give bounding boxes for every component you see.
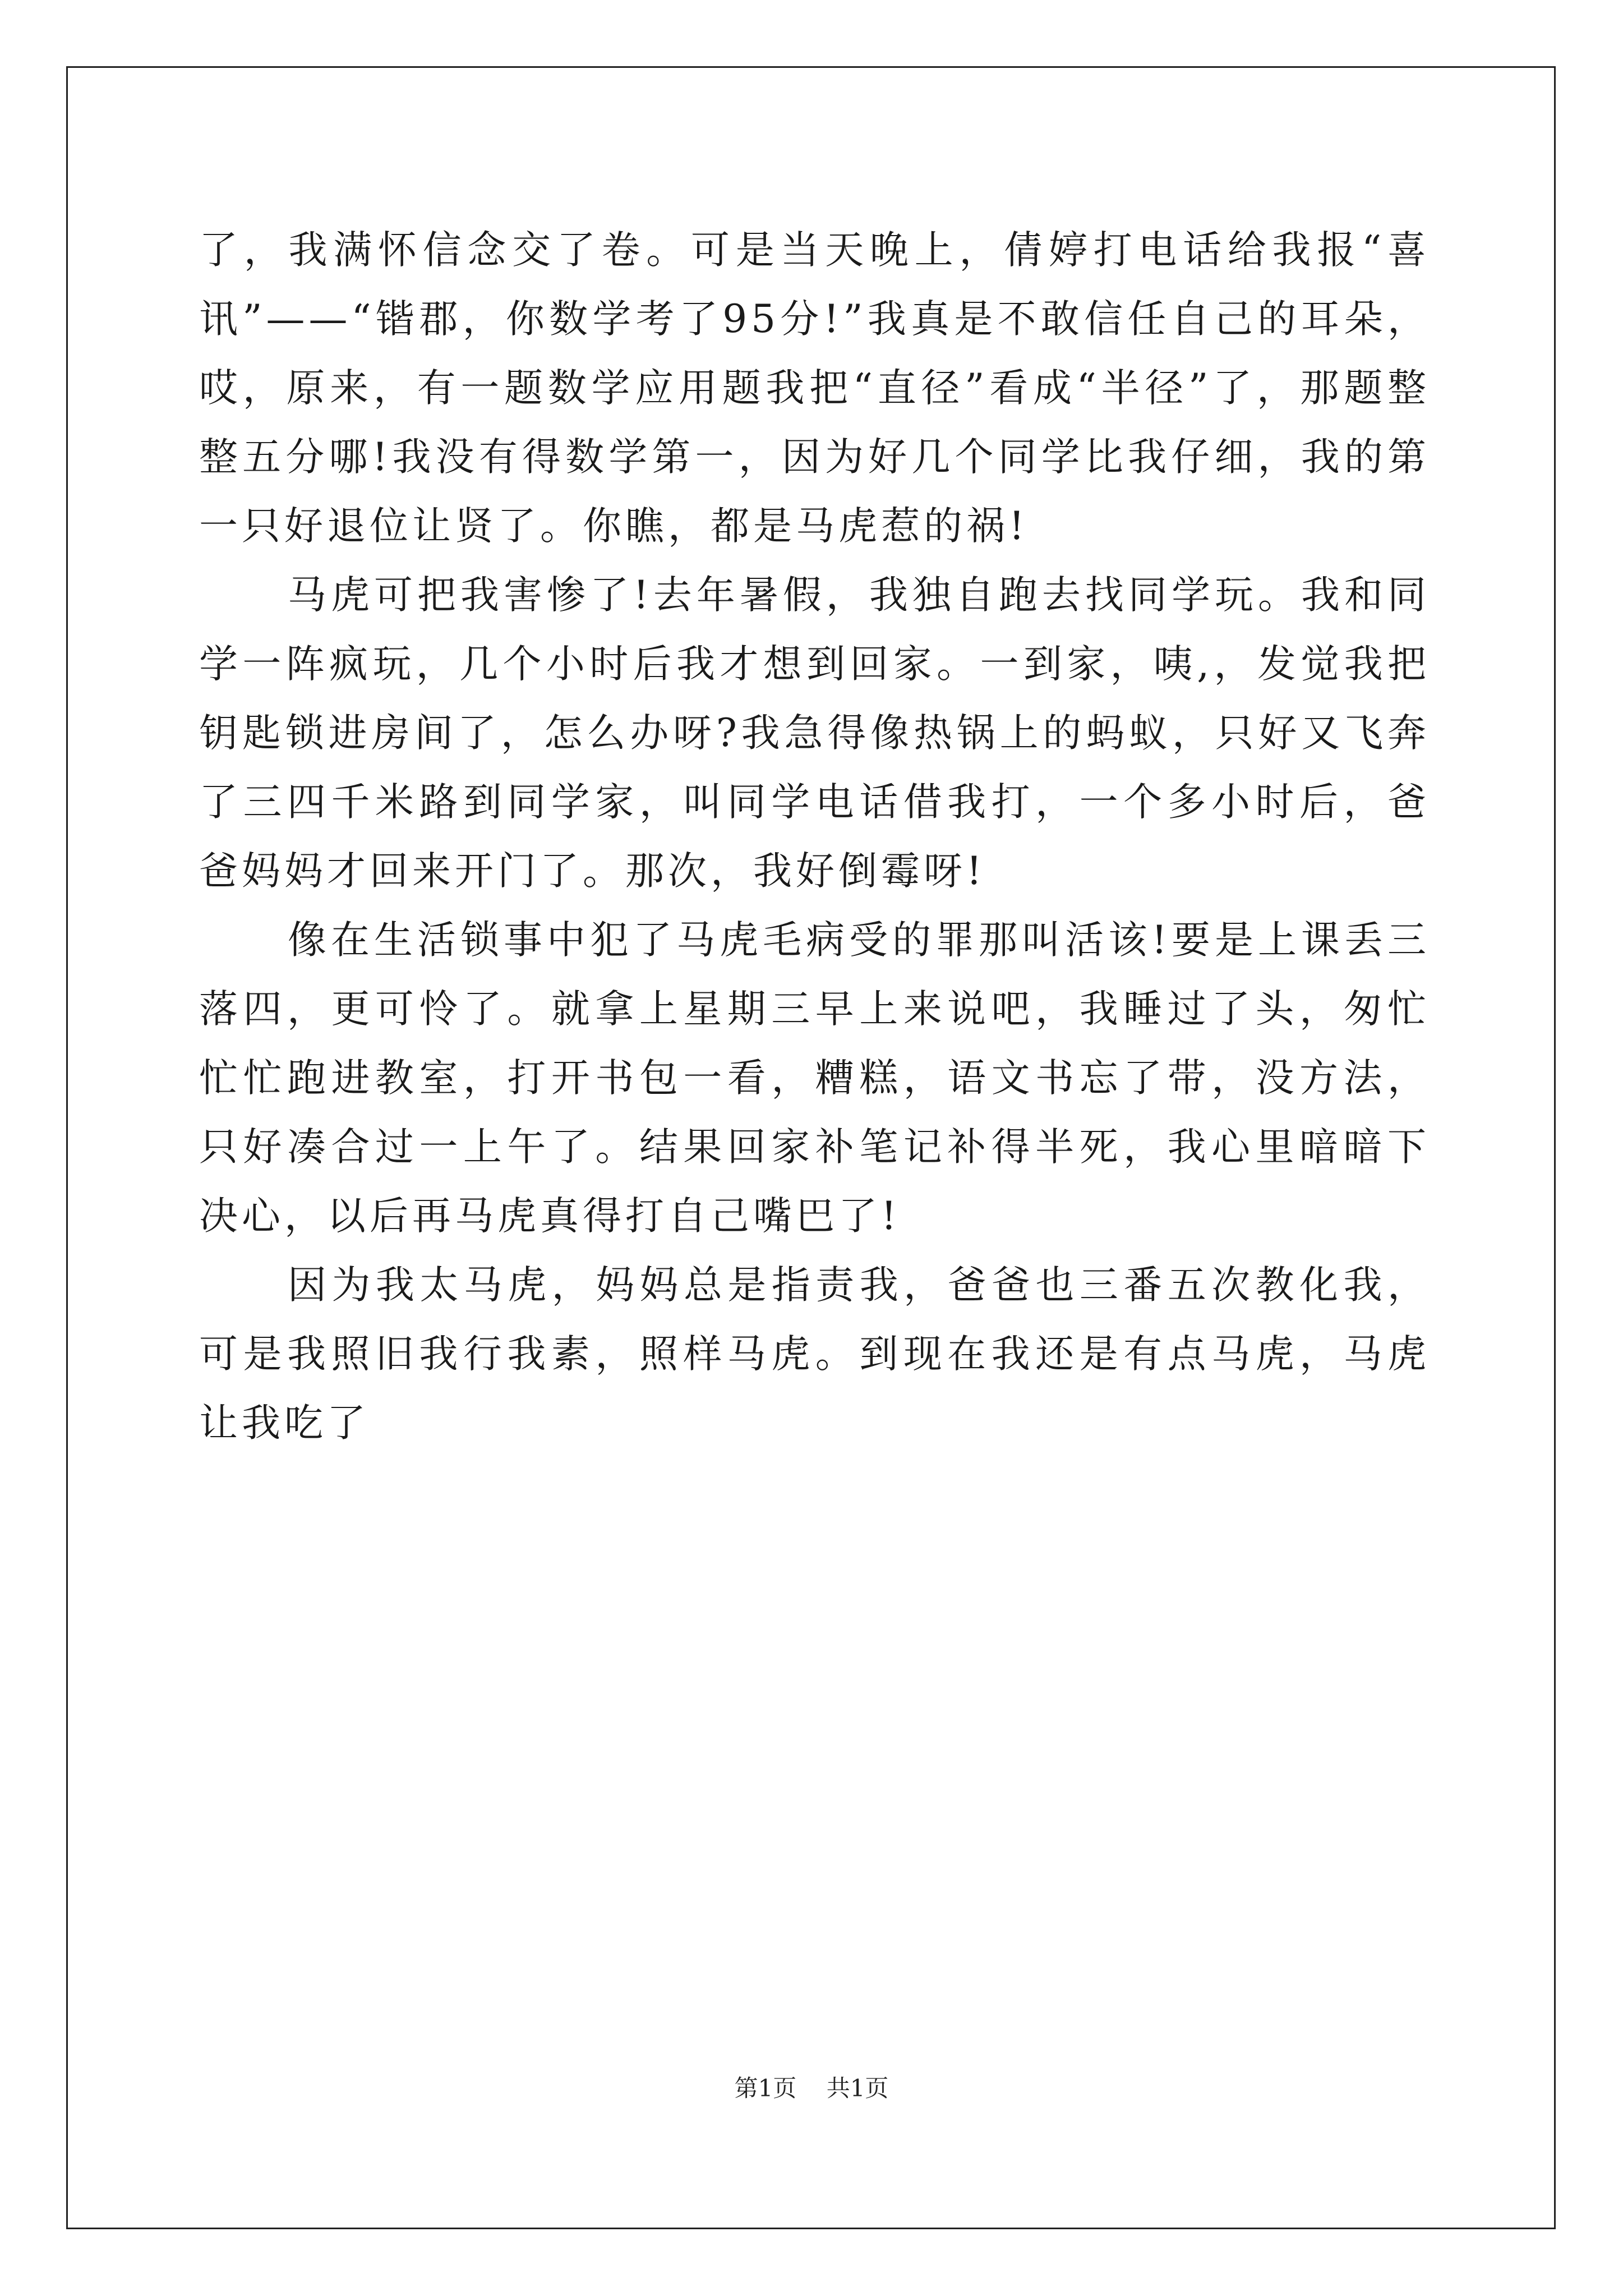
page-number: 第1页 [734, 2074, 797, 2102]
paragraph-4: 因为我太马虎，妈妈总是指责我，爸爸也三番五次教化我，可是我照旧我行我素，照样马虎。到现在我还是有点马虎，马虎让我吃了 [199, 1263, 1430, 1446]
page-footer [0, 2072, 1623, 2105]
paragraph-2: 马虎可把我害惨了!去年暑假，我独自跑去找同学玩。我和同学一阵疯玩，几个小时后我才想到回家。一到家，咦,，发觉我把钥匙锁进房间了，怎么办呀?我急得像热锅上的蚂蚁，只好又飞奔了三四千米路到同学家，叫同学电话借我打，一个多小时后，爸爸妈妈才回来开门了。那次，我好倒霉呀! [199, 573, 1430, 894]
paragraph-3: 像在生活锁事中犯了马虎毛病受的罪那叫活该!要是上课丢三落四，更可怜了。就拿上星期三早上来说吧，我睡过了头，匆忙忙忙跑进教室，打开书包一看，糟糕，语文书忘了带，没方法，只好凑合过一上午了。结果回家补笔记补得半死，我心里暗暗下决心，以后再马虎真得打自己嘴巴了! [199, 918, 1430, 1239]
page-total: 共1页 [826, 2074, 889, 2102]
paragraph-1: 了，我满怀信念交了卷。可是当天晚上，倩婷打电话给我报“喜讯”——“锴郡，你数学考了95分!”我真是不敢信任自己的耳朵，哎，原来，有一题数学应用题我把“直径”看成“半径”了，那题整整五分哪!我没有得数学第一，因为好几个同学比我仔细，我的第一只好退位让贤了。你瞧，都是马虎惹的祸! [199, 228, 1430, 549]
document-body [199, 216, 1430, 1458]
